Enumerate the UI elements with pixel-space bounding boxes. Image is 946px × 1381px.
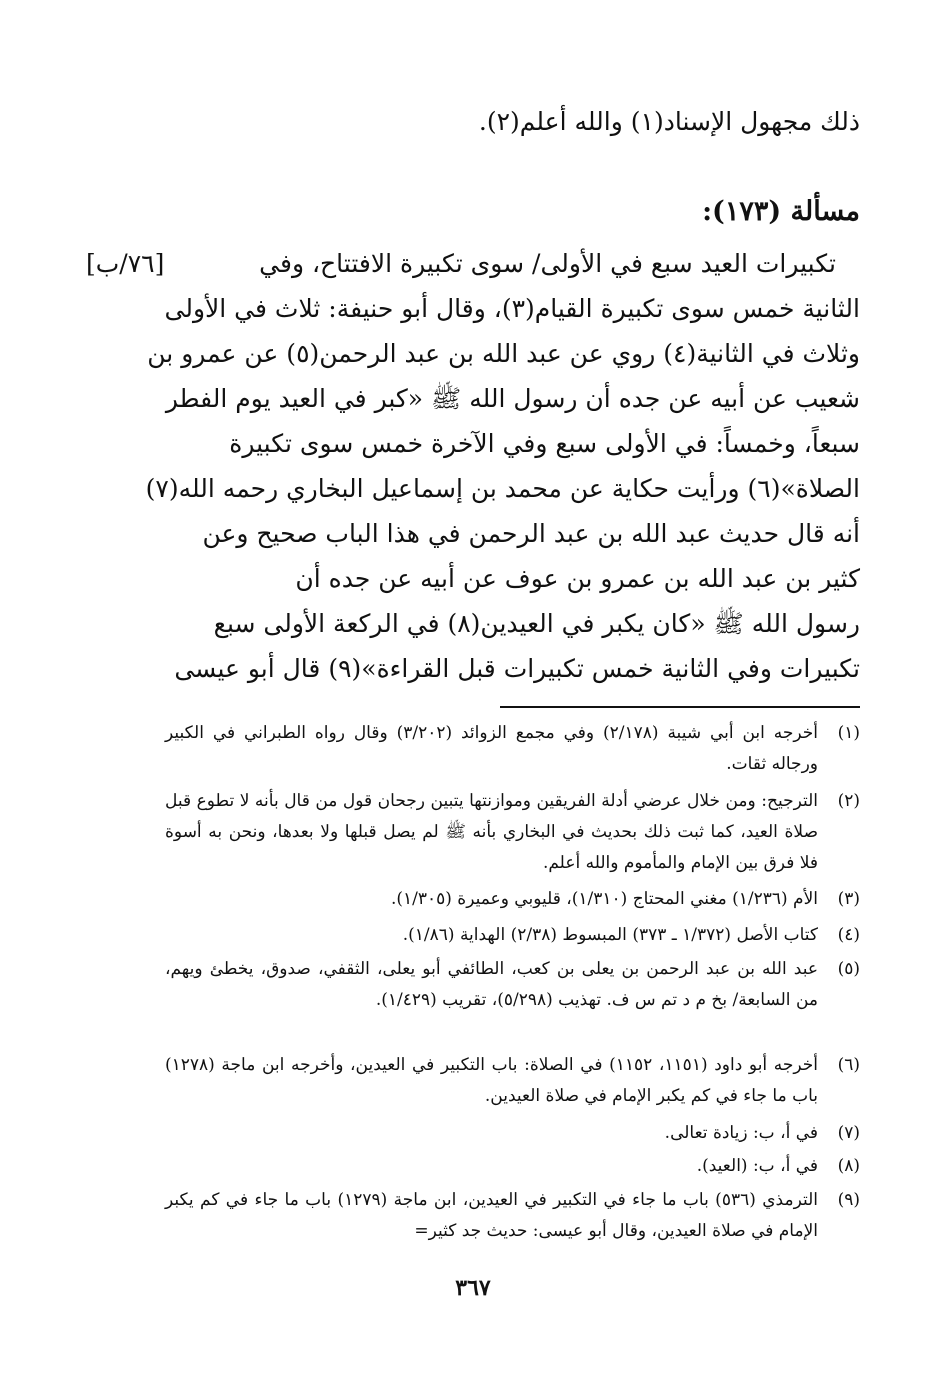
footnote-text: عبد الله بن عبد الرحمن بن يعلى بن كعب، الطائفي أبو يعلى، الثقفي، صدوق، يخطئ ويهم، من السابعة/ بخ م د تم س ف. تهذيب (٥/٢٩٨)، تقريب (١/٤٢٩). <box>165 959 818 1010</box>
footnote-5 <box>165 954 860 1016</box>
body-line: الثانية خمس سوى تكبيرة القيام(٣)، وقال أبو حنيفة: ثلاث في الأولى <box>164 294 860 323</box>
footnote-number: (٧) <box>837 1123 860 1143</box>
body-line: رسول الله ﷺ «كان يكبر في العيدين(٨) في الركعة الأولى سبع <box>213 609 860 638</box>
body-line: كثير بن عبد الله بن عمرو بن عوف عن أبيه عن جده أن <box>295 564 860 593</box>
footnote-7 <box>165 1118 860 1149</box>
body-line: وثلاث في الثانية(٤) روي عن عبد الله بن عبد الرحمن(٥) عن عمرو بن <box>147 339 860 368</box>
top-line: ذلك مجهول الإسناد(١) والله أعلم(٢). <box>478 107 860 136</box>
footnote-9 <box>165 1185 860 1247</box>
footnote-number: (٣) <box>837 889 860 909</box>
body-line: تكبيرات العيد سبع في الأولى/ سوى تكبيرة الافتتاح، وفي <box>259 249 836 278</box>
footnote-text: الأم (١/٢٣٦) مغني المحتاج (١/٣١٠)، قليوبي وعميرة (١/٣٠٥). <box>390 889 818 909</box>
footnote-number: (٩) <box>837 1190 860 1210</box>
footnote-number: (٨) <box>837 1156 860 1176</box>
footnote-2 <box>165 786 860 879</box>
body-line: أنه قال حديث عبد الله بن عبد الرحمن في هذا الباب صحيح وعن <box>202 519 860 548</box>
page-number: ٣٦٧ <box>455 1275 491 1301</box>
footnote-number: (٤) <box>837 925 860 945</box>
body-line: تكبيرات وفي الثانية خمس تكبيرات قبل القراءة»(٩) قال أبو عيسى <box>174 654 860 683</box>
body-line: شعيب عن أبيه عن جده أن رسول الله ﷺ «كبر في العيد يوم الفطر <box>165 384 860 413</box>
footnote-text: الترمذي (٥٣٦) باب ما جاء في التكبير في العيدين، ابن ماجة (١٢٧٩) باب ما جاء في كم يكبر الإمام في صلاة العيدين، وقال أبو عيسى: حديث جد كثير= <box>165 1190 818 1241</box>
footnote-text: أخرجه ابن أبي شيبة (٢/١٧٨) وفي مجمع الزوائد (٣/٢٠٢) وقال رواه الطبراني في الكبير ورجاله ثقات. <box>165 723 818 774</box>
footnote-1 <box>165 718 860 780</box>
footnote-text: في أ، ب: (العيد). <box>696 1156 818 1176</box>
footnote-3 <box>165 884 860 915</box>
footnote-8 <box>165 1151 860 1182</box>
footnote-text: الترجيح: ومن خلال عرضي أدلة الفريقين وموازنتها يتبين رجحان قول من قال بأنه لا تطوع قبل صلاة العيد، كما ثبت ذلك بحديث في البخاري بأنه ﷺ لم يصل قبلها ولا بعدها، ونحن به أسوة فلا فرق بين الإمام والمأموم والله أعلم. <box>165 791 818 873</box>
body-line: سبعاً، وخمساً: في الأولى سبع وفي الآخرة خمس سوى تكبيرة <box>229 429 860 458</box>
footnote-separator <box>500 706 860 708</box>
footnote-6 <box>165 1050 860 1112</box>
footnote-text: في أ، ب: زيادة تعالى. <box>664 1123 818 1143</box>
footnote-text: كتاب الأصل (١/٣٧٢ ـ ٣٧٣) المبسوط (٢/٣٨) الهداية (١/٨٦). <box>402 925 818 945</box>
footnote-number: (١) <box>837 723 860 743</box>
footnote-number: (٢) <box>837 791 860 811</box>
footnote-number: (٥) <box>837 959 860 979</box>
body-line: الصلاة»(٦) ورأيت حكاية عن محمد بن إسماعيل البخاري رحمه الله(٧) <box>145 474 860 503</box>
footnote-number: (٦) <box>837 1055 860 1075</box>
manuscript-folio-marker: [٧٦/ب] <box>86 249 165 278</box>
footnote-text: أخرجه أبو داود (١١٥١، ١١٥٢) في الصلاة: باب التكبير في العيدين، وأخرجه ابن ماجة (١٢٧٨) باب ما جاء في كم يكبر الإمام في صلاة العيدين. <box>165 1055 819 1106</box>
issue-heading: مسألة (١٧٣): <box>702 196 860 227</box>
footnote-4 <box>165 920 860 951</box>
